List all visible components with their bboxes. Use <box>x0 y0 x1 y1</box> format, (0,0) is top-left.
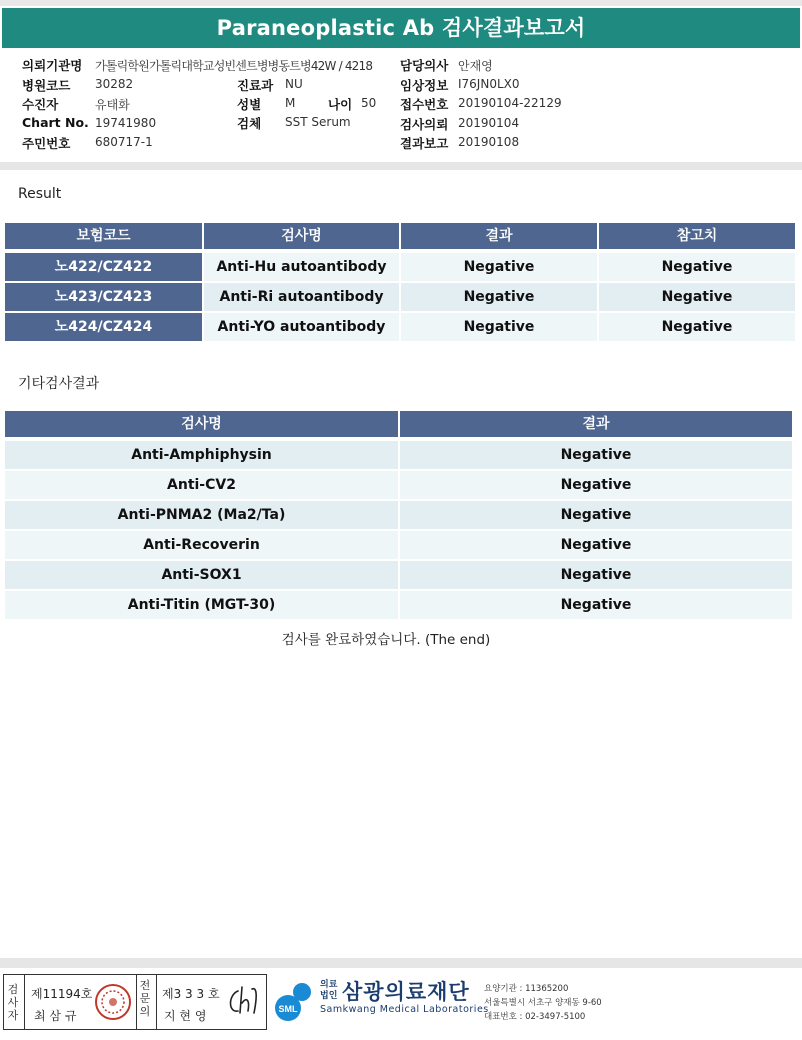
result-name-cell: Anti-Hu autoantibody <box>204 253 399 281</box>
other-name-cell: Anti-PNMA2 (Ma2/Ta) <box>5 501 398 529</box>
age-label: 나이 <box>328 97 353 112</box>
id-value: 680717-1 <box>95 135 153 149</box>
institution-value: 가톨릭학원가톨릭대학교성빈센트병병동트병42W / 4218 <box>95 59 373 73</box>
contact-line-3: 대표번호 : 02-3497-5100 <box>484 1012 586 1022</box>
signature-box <box>3 974 267 1030</box>
report-date-label: 결과보고 <box>400 136 449 151</box>
brand-english: Samkwang Medical Laboratories <box>320 1004 489 1015</box>
patient-info <box>0 52 802 164</box>
other-result-cell: Negative <box>400 441 792 469</box>
specimen-value: SST Serum <box>285 115 351 129</box>
result-value-cell: Negative <box>401 253 597 281</box>
result-header-result: 결과 <box>401 223 597 249</box>
inspector-label: 검 사 자 <box>7 983 19 1022</box>
chart-no-label: Chart No. <box>22 115 89 130</box>
end-note: 검사를 완료하였습니다. (The end) <box>281 632 491 648</box>
id-label: 주민번호 <box>22 136 71 151</box>
other-name-cell: Anti-Recoverin <box>5 531 398 559</box>
contact-line-2: 서울특별시 서초구 양재동 9-60 <box>484 998 602 1008</box>
top-margin <box>0 0 802 6</box>
bottom-margin <box>0 958 802 968</box>
institution-label: 의뢰기관명 <box>22 58 83 73</box>
other-name-cell: Anti-Titin (MGT-30) <box>5 591 398 619</box>
sex-label: 성별 <box>237 97 262 112</box>
section-divider <box>0 162 802 170</box>
sml-text: SML <box>278 1004 298 1014</box>
contact-line-1: 요양기관 : 11365200 <box>484 984 569 994</box>
chart-no-value: 19741980 <box>95 116 157 130</box>
hospital-code-label: 병원코드 <box>22 78 71 93</box>
sml-logo-icon <box>272 978 316 1022</box>
specimen-label: 검체 <box>237 116 262 131</box>
other-result-cell: Negative <box>400 531 792 559</box>
result-code-cell: 노422/CZ422 <box>5 253 202 281</box>
result-ref-cell: Negative <box>599 313 795 341</box>
result-name-cell: Anti-YO autoantibody <box>204 313 399 341</box>
result-code-cell: 노423/CZ423 <box>5 283 202 311</box>
clinical-label: 임상정보 <box>400 78 449 93</box>
result-header-code: 보험코드 <box>5 223 202 249</box>
request-label: 검사의뢰 <box>400 117 449 132</box>
receipt-label: 접수번호 <box>400 97 449 112</box>
age-value: 50 <box>361 96 377 110</box>
dept-value: NU <box>285 77 303 91</box>
other-header-result: 결과 <box>400 411 792 437</box>
lab-brand <box>272 974 602 1034</box>
patient-name-value: 유태화 <box>95 98 130 112</box>
report-title: Paraneoplastic Ab 검사결과보고서 <box>2 8 800 48</box>
result-ref-cell: Negative <box>599 283 795 311</box>
inspector-name: 최 삼 규 <box>34 1009 77 1023</box>
other-section-title: 기타검사결과 <box>18 376 100 392</box>
other-result-cell: Negative <box>400 591 792 619</box>
result-section-title: Result <box>18 186 62 202</box>
patient-name-label: 수진자 <box>22 97 59 112</box>
other-name-cell: Anti-SOX1 <box>5 561 398 589</box>
other-result-cell: Negative <box>400 471 792 499</box>
result-header-ref: 참고치 <box>599 223 795 249</box>
result-code-cell: 노424/CZ424 <box>5 313 202 341</box>
dept-label: 진료과 <box>237 78 274 93</box>
hospital-code-value: 30282 <box>95 77 134 91</box>
receipt-value: 20190104-22129 <box>458 96 562 110</box>
brand-name: 삼광의료재단 <box>342 980 470 1004</box>
specialist-number: 제3 3 3 호 <box>162 987 220 1001</box>
other-name-cell: Anti-CV2 <box>5 471 398 499</box>
other-header-name: 검사명 <box>5 411 398 437</box>
result-name-cell: Anti-Ri autoantibody <box>204 283 399 311</box>
result-value-cell: Negative <box>401 313 597 341</box>
inspector-number: 제11194호 <box>31 987 93 1001</box>
other-result-cell: Negative <box>400 561 792 589</box>
sex-value: M <box>285 96 296 110</box>
signature-icon <box>224 983 264 1021</box>
specialist-label: 전 문 의 <box>139 979 151 1018</box>
other-name-cell: Anti-Amphiphysin <box>5 441 398 469</box>
seal-stamp-icon <box>94 982 132 1022</box>
doctor-value: 안재영 <box>458 59 493 73</box>
result-header-name: 검사명 <box>204 223 399 249</box>
report-date-value: 20190108 <box>458 135 520 149</box>
result-value-cell: Negative <box>401 283 597 311</box>
doctor-label: 담당의사 <box>400 58 449 73</box>
other-result-cell: Negative <box>400 501 792 529</box>
request-value: 20190104 <box>458 116 520 130</box>
specialist-name: 지 현 영 <box>164 1009 207 1023</box>
brand-small-text: 의료법인 <box>320 980 338 1001</box>
result-ref-cell: Negative <box>599 253 795 281</box>
clinical-value: I76JN0LX0 <box>458 77 520 91</box>
